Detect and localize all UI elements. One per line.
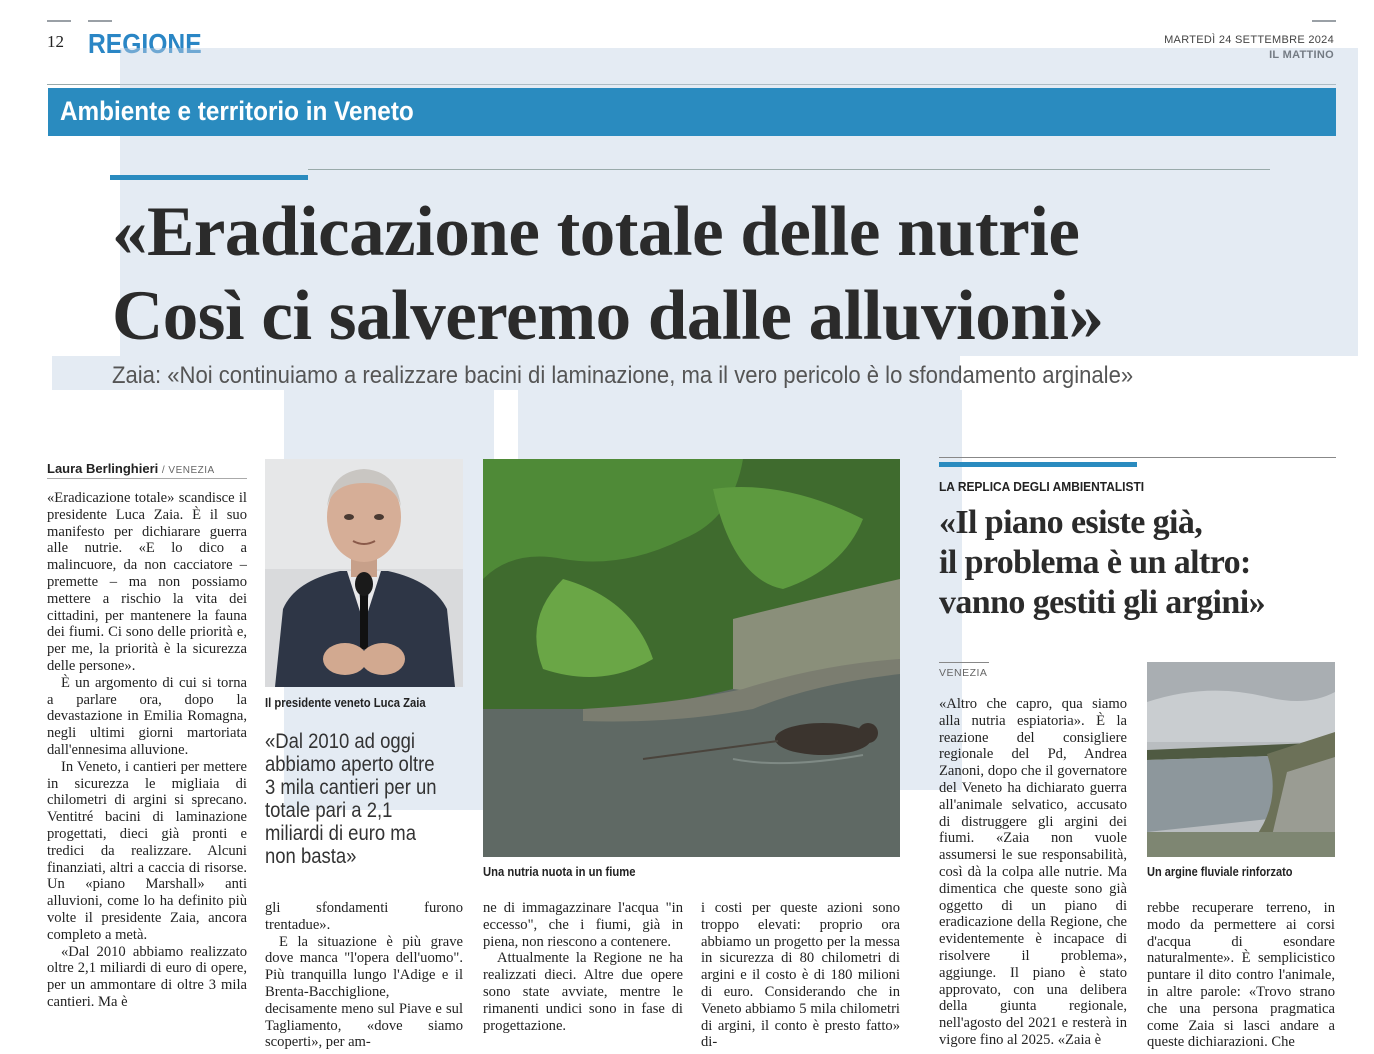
byline-place: / VENEZIA <box>161 465 215 476</box>
subheadline: Zaia: «Noi continuiamo a realizzare bacini di laminazione, ma il vero pericolo è lo sfondamento arginale» <box>112 362 1134 389</box>
article-column-1 <box>47 490 247 1050</box>
photo-caption: Un argine fluviale rinforzato <box>1147 865 1293 879</box>
paragraph: «Altro che capro, qua siamo alla nutria espiatoria». È la reazione del consigliere regionale del Pd, Andrea Zanoni, dopo che il governatore del Veneto ha dichiarato guerra all'animale selvatico, accusato di distruggere gli argini dei fiumi. «Zaia non vuole assumersi le sue responsabilità, così dà la colpa alle nutrie. Ma dimentica che queste sono già oggetto di un piano di eradicazione della Regione, che evidentemente è incapace di risolvere il problema», aggiunge. Il piano è stato approvato, con una delibera della giunta regionale, nell'agosto del 2021 e resterà in vigore fino al 2025. «Zaia è <box>939 696 1127 1048</box>
paragraph: In Veneto, i cantieri per mettere in sicurezza le migliaia di chilometri di argini si sprecano. Ventitré bacini di laminazione progettati, dieci già pronti e tredici da realizzare. Alcuni finanziati, altri a caccia di risorse. Un «piano Marshall» anti alluvioni, come lo ha definito più volte il presidente Zaia, ancora completo a metà. <box>47 758 247 943</box>
date-rule <box>1312 20 1336 22</box>
paragraph: ne di immagazzinare l'acqua "in eccesso", che i fiumi, già in piena, non riescono a contenere. <box>483 900 683 950</box>
paragraph: E la situazione è più grave dove manca "l'opera dell'uomo". Più tranquilla lungo l'Adige e il Brenta-Bacchiglione, decisamente meno sul Piave e sul Tagliamento, «dove siamo scoperti», per am- <box>265 933 463 1050</box>
article-column-4 <box>701 900 900 1050</box>
section-title: REGIONE <box>88 28 202 59</box>
byline-rule <box>47 478 247 479</box>
sidebar-title-line: il problema è un altro: <box>939 544 1251 581</box>
page-number: 12 <box>47 32 64 51</box>
article-column-2 <box>265 900 463 1050</box>
photo-caption: Il presidente veneto Luca Zaia <box>265 696 426 710</box>
sidebar-column-1 <box>939 696 1127 1050</box>
photo-luca-zaia <box>265 459 463 687</box>
sidebar-rule <box>939 457 1336 458</box>
headline-accent <box>110 175 308 180</box>
paragraph: «Eradicazione totale» scandisce il presidente Luca Zaia. È il suo manifesto per dichiarare guerra alle nutrie. «E lo dico a malincuore, da non cacciatore – premette – ma non possiamo mettere a rischio la vita dei cittadini, per mantenere la fauna dei fiumi. Ci sono delle priorità e, per me, la priorità è la sicurezza delle persone». <box>47 490 247 674</box>
author-name: Laura Berlinghieri <box>47 461 159 476</box>
byline <box>47 461 215 476</box>
headline <box>112 190 1342 358</box>
paragraph: Attualmente la Regione ne ha realizzati dieci. Altre due opere sono state avviate, mentre le rimanenti undici sono in fase di progettazione. <box>483 950 683 1034</box>
sidebar-accent <box>939 462 1137 467</box>
sidebar-title-line: vanno gestiti gli argini» <box>939 584 1265 621</box>
sidebar-place: VENEZIA <box>939 667 988 679</box>
sidebar-place-rule <box>939 662 989 663</box>
paragraph: «Dal 2010 abbiamo realizzato oltre 2,1 miliardi di euro di opere, per un ammontare di oltre 3 mila cantieri. Ma è <box>47 943 247 1010</box>
headline-line: Così ci salveremo dalle alluvioni» <box>112 277 1104 355</box>
sidebar-title <box>939 503 1339 623</box>
sidebar-column-2 <box>1147 900 1335 1050</box>
paragraph: rebbe recuperare terreno, in modo da permettere ai corsi d'acqua di esondare naturalmente». È semplicistico puntare il dito contro l'animale, in altre parole: «Trovo strano che una persona pragmatica come Zaia si lasci andare a queste dichiarazioni. Che <box>1147 900 1335 1050</box>
photo-nutria <box>483 459 900 857</box>
section-band-title: Ambiente e territorio in Veneto <box>60 96 414 126</box>
paper-name: IL MATTINO <box>1269 49 1334 61</box>
paragraph: i costi per queste azioni sono troppo elevati: proprio ora abbiamo un progetto per la messa in sicurezza di 80 chilometri di argini e il costo è di 180 milioni di euro. Considerando che in Veneto abbiamo 5 mila chilometri di argini, il conto è presto fatto» di- <box>701 900 900 1050</box>
pagenum-rule <box>47 20 71 22</box>
sidebar-kicker: LA REPLICA DEGLI AMBIENTALISTI <box>939 479 1145 494</box>
headline-line: «Eradicazione totale delle nutrie <box>112 193 1080 271</box>
photo-caption: Una nutria nuota in un fiume <box>483 865 636 879</box>
article-column-3 <box>483 900 683 1050</box>
issue-date: MARTEDÌ 24 SETTEMBRE 2024 <box>1164 34 1334 46</box>
sidebar-title-line: «Il piano esiste già, <box>939 504 1203 541</box>
pull-quote: «Dal 2010 ad oggi abbiamo aperto oltre 3 mila cantieri per un totale pari a 2,1 miliardi di euro ma non basta» <box>265 730 437 868</box>
section-rule <box>88 20 112 22</box>
headline-rule <box>308 169 1270 170</box>
paragraph: gli sfondamenti furono trentadue». <box>265 900 463 933</box>
paragraph: È un argomento di cui si torna a parlare ora, dopo la devastazione in Emilia Romagna, negli ultimi giorni martoriata dall'ennesima alluvione. <box>47 674 247 758</box>
photo-riverbank <box>1147 662 1335 857</box>
